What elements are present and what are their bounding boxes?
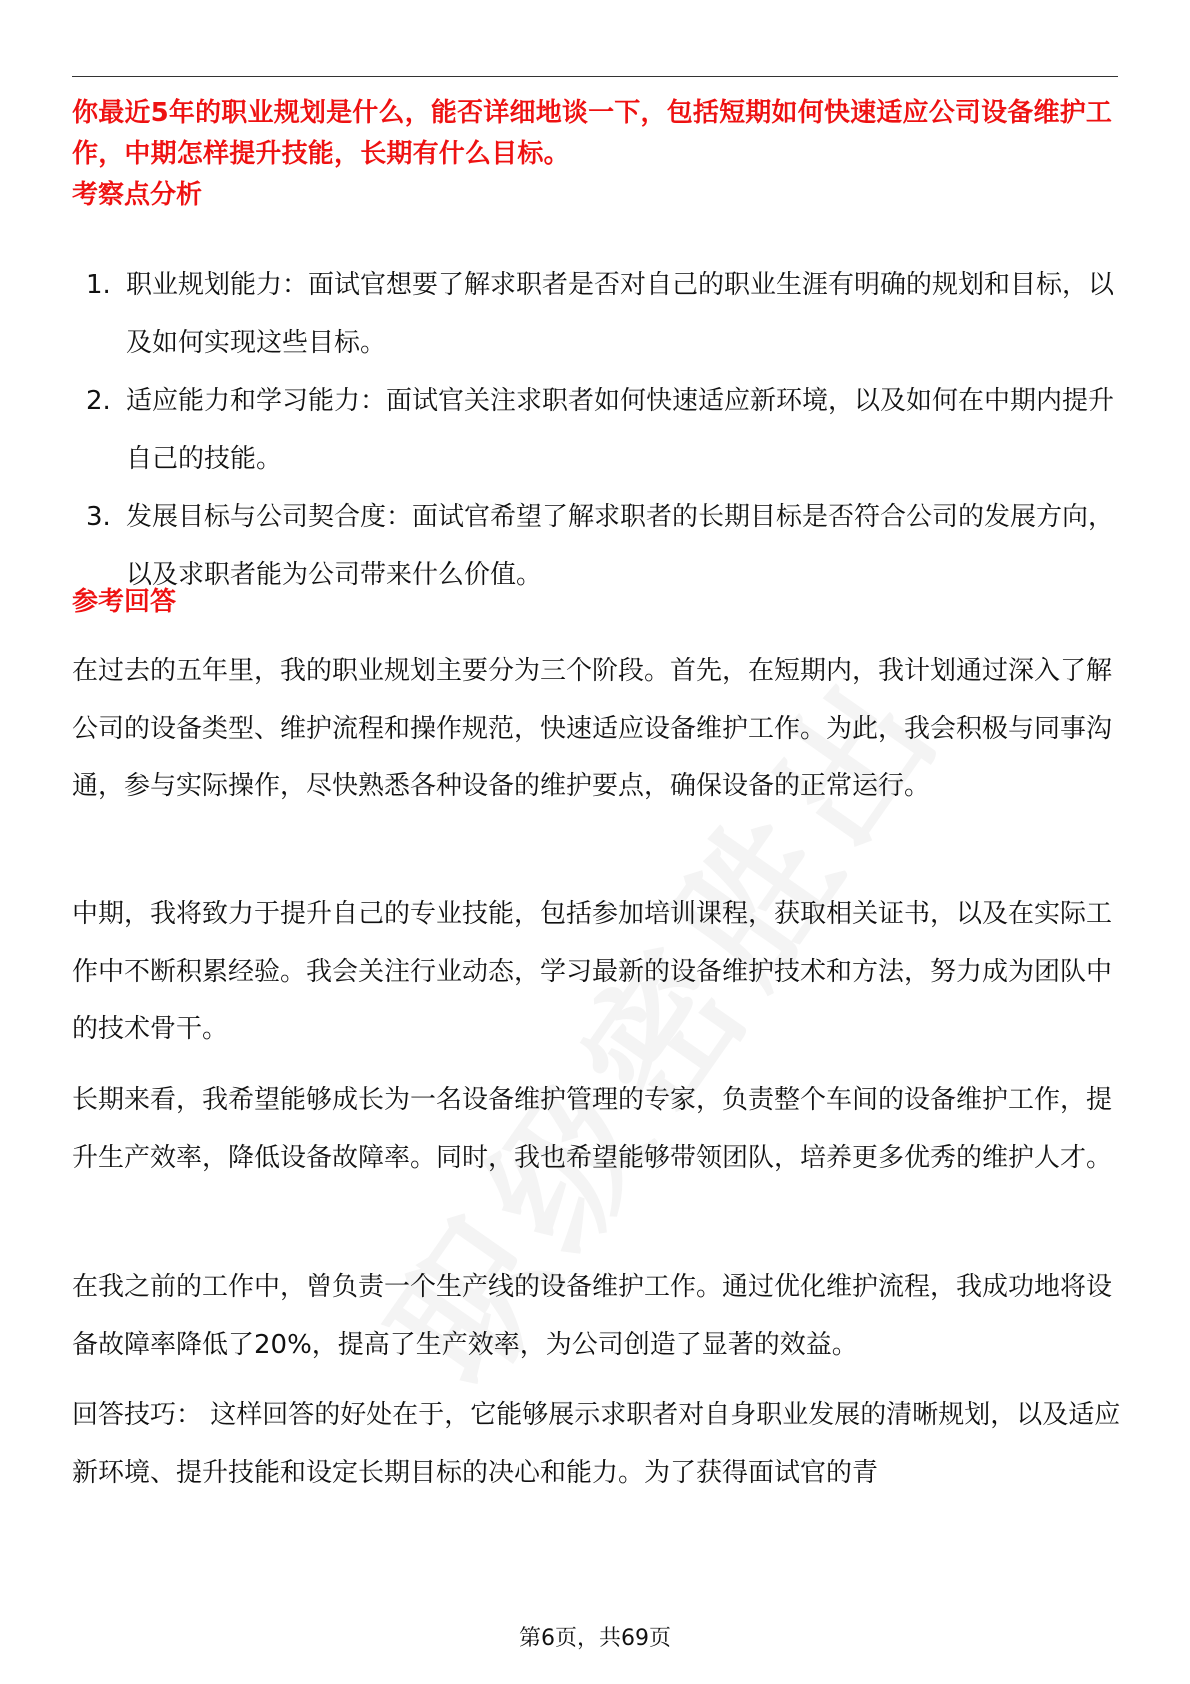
analysis-section-title: 考察点分析	[72, 180, 203, 210]
question-heading: 你最近5年的职业规划是什么，能否详细地谈一下，包括短期如何快速适应公司设备维护工作，中期怎样提升技能，长期有什么目标。	[72, 98, 1113, 169]
top-divider	[72, 76, 1118, 77]
analysis-point-1	[72, 256, 1122, 372]
point-text: 适应能力和学习能力：面试官关注求职者如何快速适应新环境，以及如何在中期内提升自己的技能。	[126, 386, 1115, 474]
point-number: 2.	[86, 386, 111, 416]
page-number-footer: 第6页，共69页	[519, 1626, 671, 1651]
analysis-point-3	[72, 488, 1122, 604]
answer-paragraph-3: 长期来看，我希望能够成长为一名设备维护管理的专家，负责整个车间的设备维护工作，提升生产效率，降低设备故障率。同时，我也希望能够带领团队，培养更多优秀的维护人才。	[72, 1085, 1113, 1173]
point-number: 1.	[86, 270, 111, 300]
answer-paragraph-4: 在我之前的工作中，曾负责一个生产线的设备维护工作。通过优化维护流程，我成功地将设备故障率降低了20%，提高了生产效率，为公司创造了显著的效益。	[72, 1272, 1113, 1360]
answer-paragraph-2: 中期，我将致力于提升自己的专业技能，包括参加培训课程，获取相关证书，以及在实际工作中不断积累经验。我会关注行业动态，学习最新的设备维护技术和方法，努力成为团队中的技术骨干。	[72, 899, 1113, 1044]
analysis-points-list	[72, 256, 1122, 604]
answer-paragraph-1: 在过去的五年里，我的职业规划主要分为三个阶段。首先，在短期内，我计划通过深入了解公司的设备类型、维护流程和操作规范，快速适应设备维护工作。为此，我会积极与同事沟通，参与实际操作，尽快熟悉各种设备的维护要点，确保设备的正常运行。	[72, 656, 1113, 801]
point-text: 发展目标与公司契合度：面试官希望了解求职者的长期目标是否符合公司的发展方向，以及求职者能为公司带来什么价值。	[126, 502, 1115, 590]
point-number: 3.	[86, 502, 111, 532]
point-text: 职业规划能力：面试官想要了解求职者是否对自己的职业生涯有明确的规划和目标，以及如何实现这些目标。	[126, 270, 1115, 358]
answer-tips-paragraph: 回答技巧： 这样回答的好处在于，它能够展示求职者对自身职业发展的清晰规划，以及适应新环境、提升技能和设定长期目标的决心和能力。为了获得面试官的青	[72, 1400, 1121, 1488]
answer-section-title: 参考回答	[72, 587, 177, 617]
analysis-point-2	[72, 372, 1122, 488]
